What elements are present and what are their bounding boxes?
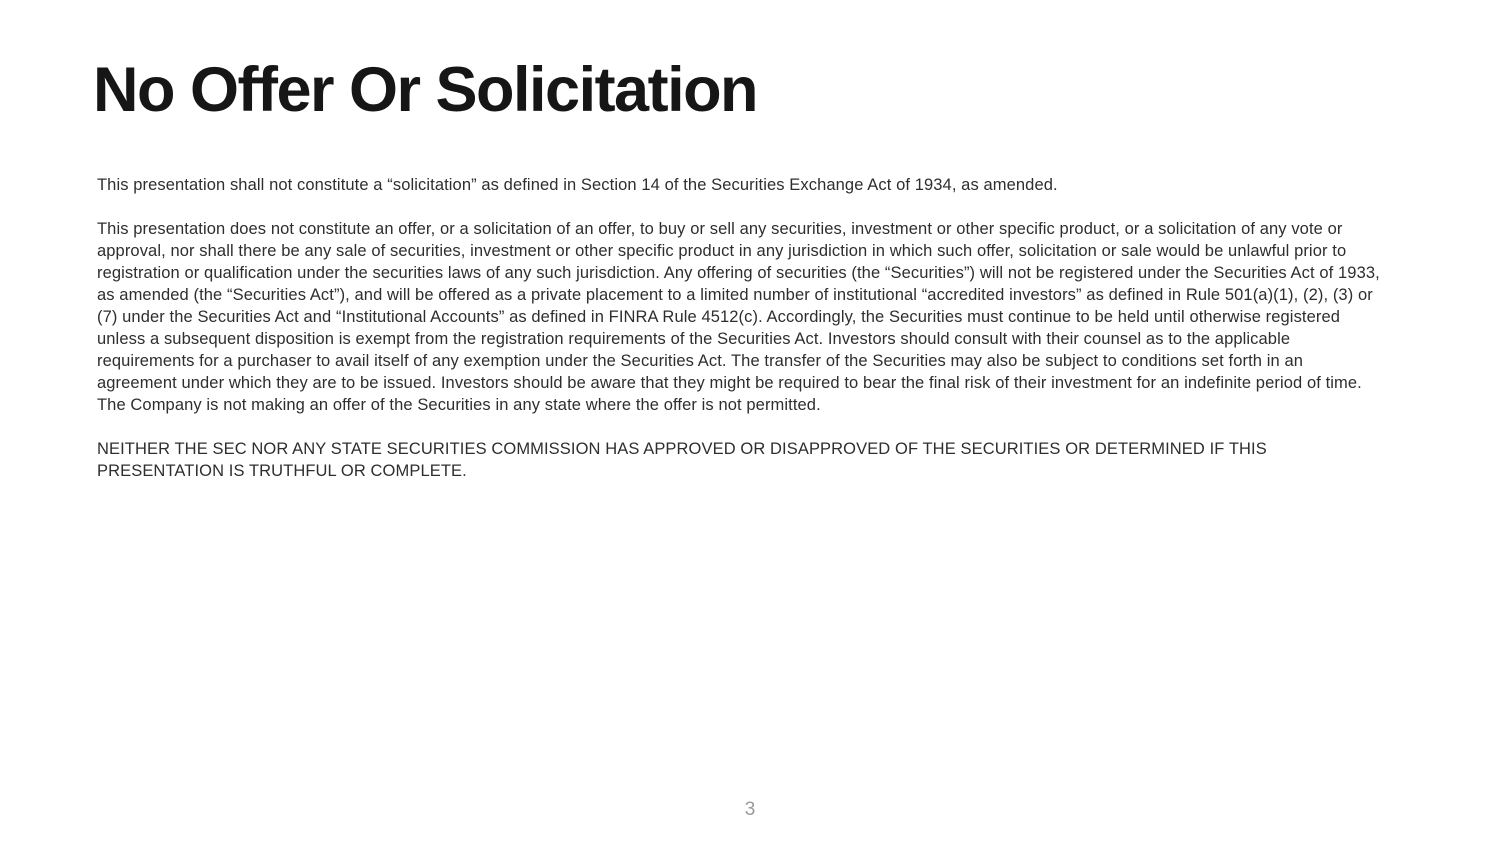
page-number: 3 [744, 799, 756, 820]
paragraph-offer-disclaimer: This presentation does not constitute an offer, or a solicitation of an offer, to buy or sell any securities, investment or other specific product, or a solicitation of any vote or approval, nor shall there be any sale of securities, investment or other specific product in any jurisdiction in which such offer, solicitation or sale would be unlawful prior to registration or qualification under the securities laws of any such jurisdiction. Any offering of securities (the “Securities”) will not be registered under the Securities Act of 1933, as amended (the “Securities Act”), and will be offered as a private placement to a limited number of institutional “accredited investors” as defined in Rule 501(a)(1), (2), (3) or (7) under the Securities Act and “Institutional Accounts” as defined in FINRA Rule 4512(c). Accordingly, the Securities must continue to be held until otherwise registered unless a subsequent disposition is exempt from the registration requirements of the Securities Act. Investors should consult with their counsel as to the applicable requirements for a purchaser to avail itself of any exemption under the Securities Act. The transfer of the Securities may also be subject to conditions set forth in an agreement under which they are to be issued. Investors should be aware that they might be required to bear the final risk of their investment for an indefinite period of time. The Company is not making an offer of the Securities in any state where the offer is not permitted. [97, 220, 1380, 414]
paragraph-solicitation-definition: This presentation shall not constitute a “solicitation” as defined in Section 14 of the Securities Exchange Act of 1934, as amended. [97, 176, 1058, 194]
paragraph-sec-notice: NEITHER THE SEC NOR ANY STATE SECURITIES COMMISSION HAS APPROVED OR DISAPPROVED OF THE SECURITIES OR DETERMINED IF THIS PRESENTATION IS TRUTHFUL OR COMPLETE. [97, 440, 1267, 480]
disclaimer-text [97, 174, 1381, 504]
slide-title: No Offer Or Solicitation [93, 55, 758, 125]
